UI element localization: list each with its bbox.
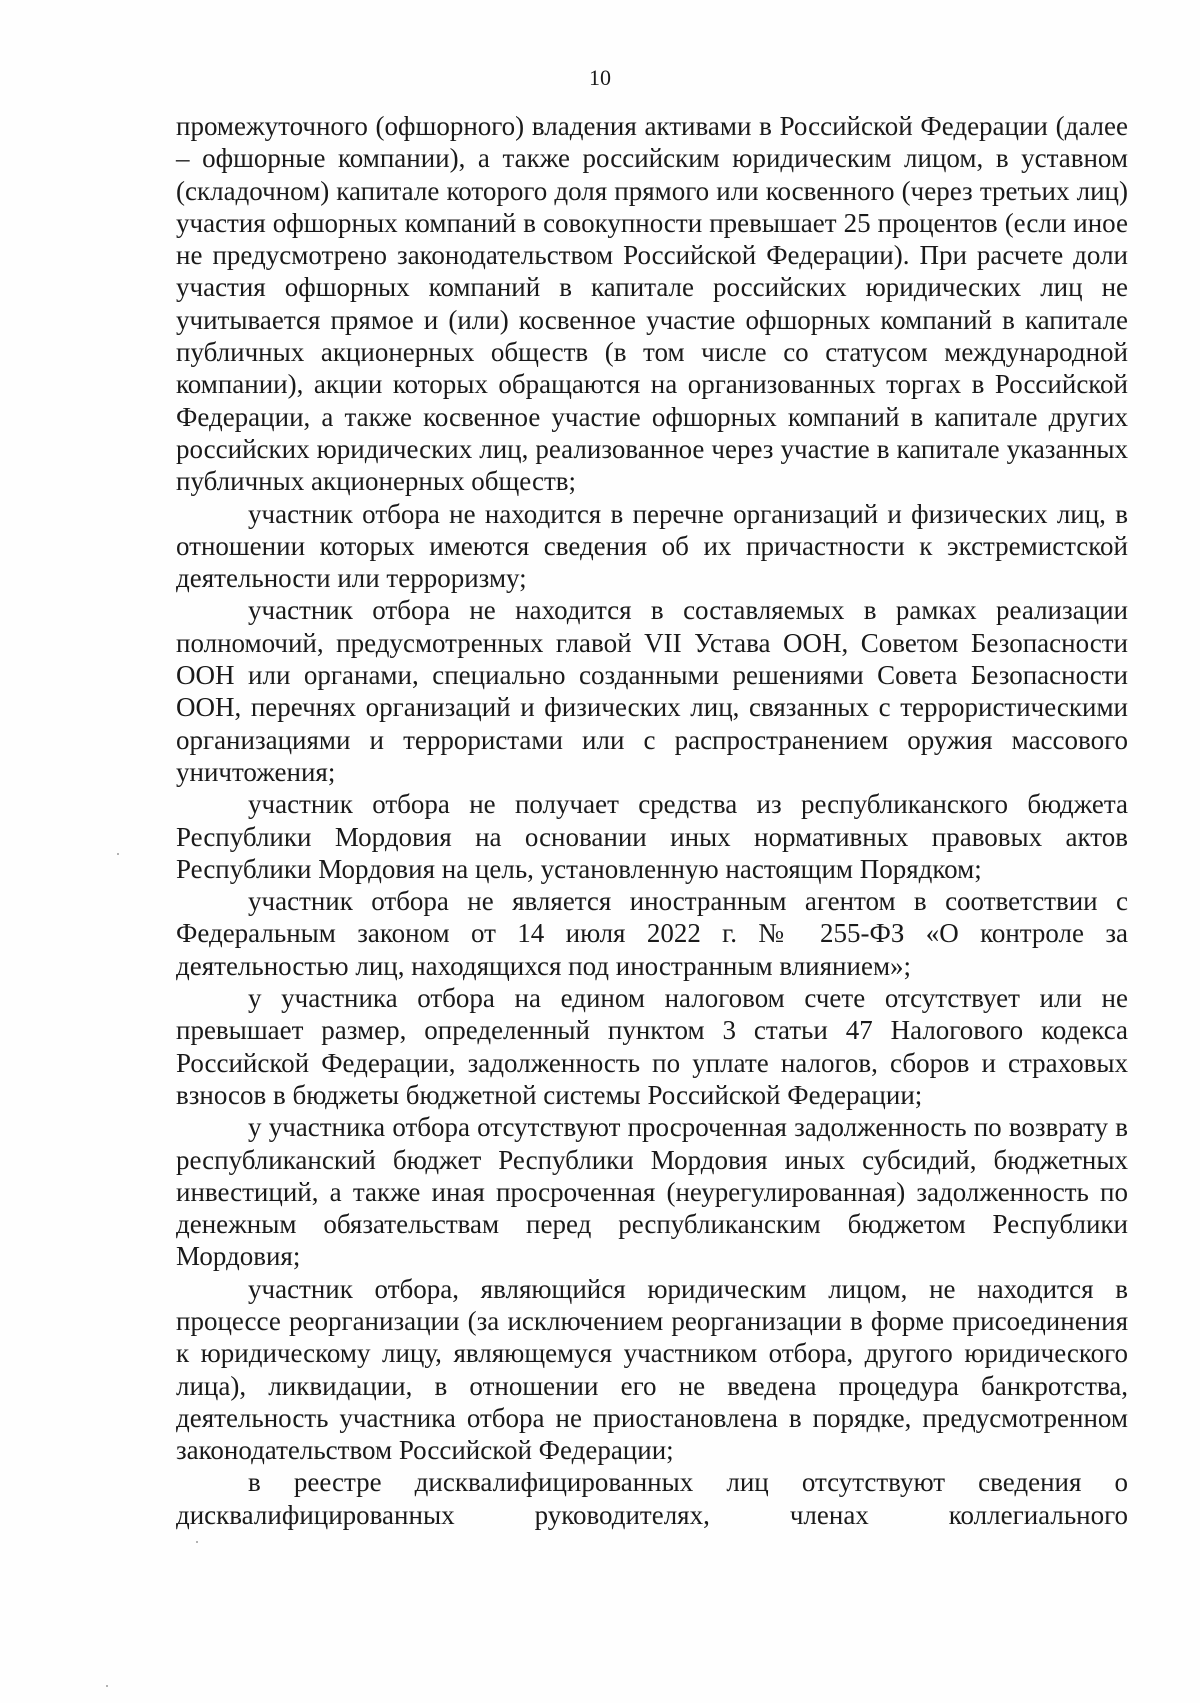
paragraph-not-foreign-agent: участник отбора не является иностранным агентом в соответствии с Федеральным законом от 14 июля 2022 г. № 255-ФЗ «О контроле за деятельностью лиц, находящихся под иностранным влиянием»;: [176, 886, 1128, 981]
paragraph-reorganization-liquidation: участник отбора, являющийся юридическим лицом, не находится в процессе реорганизации (за исключением реорганизации в форме присоединения к юридическому лицу, являющемуся участником отбора, другого юридического лица), ликвидации, в отношении его не введена процедура банкротства, деятельность участника отбора не приостановлена в порядке, предусмотренном законодательством Российской Федерации;: [176, 1273, 1128, 1466]
paragraph-tax-debt: у участника отбора на едином налоговом счете отсутствует или не превышает размер, определенный пунктом 3 статьи 47 Налогового кодекса Российской Федерации, задолженность по уплате налогов, сборов и страховых взносов в бюджеты бюджетной системы Российской Федерации;: [176, 983, 1128, 1110]
paragraph-offshore-companies: промежуточного (офшорного) владения активами в Российской Федерации (далее – офшорные компании), а также российским юридическим лицом, в уставном (складочном) капитале которого доля прямого или косвенного (через третьих лиц) участия офшорных компаний в совокупности превышает 25 процентов (если иное не предусмотрено законодательством Российской Федерации). При расчете доли участия офшорных компаний в капитале российских юридических лиц не учитывается прямое и (или) косвенное участие офшорных компаний в капитале публичных акционерных обществ (в том числе со статусом международной компании), акции которых обращаются на организованных торгах в Российской Федерации, а также косвенное участие офшорных компаний в капитале других российских юридических лиц, реализованное через участие в капитале указанных публичных акционерных обществ;: [176, 111, 1128, 497]
paragraph-un-security-council-lists: участник отбора не находится в составляемых в рамках реализации полномочий, предусмотренных главой VII Устава ООН, Советом Безопасности ООН или органами, специально созданными решениями Совета Безопасности ООН, перечнях организаций и физических лиц, связанных с террористическими организациями и террористами или с распространением оружия массового уничтожения;: [176, 595, 1128, 787]
scan-speck: [117, 853, 119, 855]
paragraph-no-other-budget-funds: участник отбора не получает средства из республиканского бюджета Республики Мордовия на основании иных нормативных правовых актов Республики Мордовия на цель, установленную настоящим Порядком;: [176, 789, 1128, 884]
document-body: [176, 110, 1128, 1531]
paragraph-overdue-debt: у участника отбора отсутствуют просроченная задолженность по возврату в республиканский бюджет Республики Мордовия иных субсидий, бюджетных инвестиций, а также иная просроченная (неурегулированная) задолженность по денежным обязательствам перед республиканским бюджетом Республики Мордовия;: [176, 1112, 1128, 1272]
scan-speck: [106, 1685, 108, 1687]
paragraph-extremism-list: участник отбора не находится в перечне организаций и физических лиц, в отношении которых имеются сведения об их причастности к экстремистской деятельности или терроризму;: [176, 498, 1128, 594]
page-number: 10: [589, 65, 611, 90]
paragraph-disqualified-persons: в реестре дисквалифицированных лиц отсутствуют сведения о дисквалифицированных руководителях, членах коллегиального: [176, 1467, 1128, 1530]
scan-speck: [196, 1541, 198, 1543]
